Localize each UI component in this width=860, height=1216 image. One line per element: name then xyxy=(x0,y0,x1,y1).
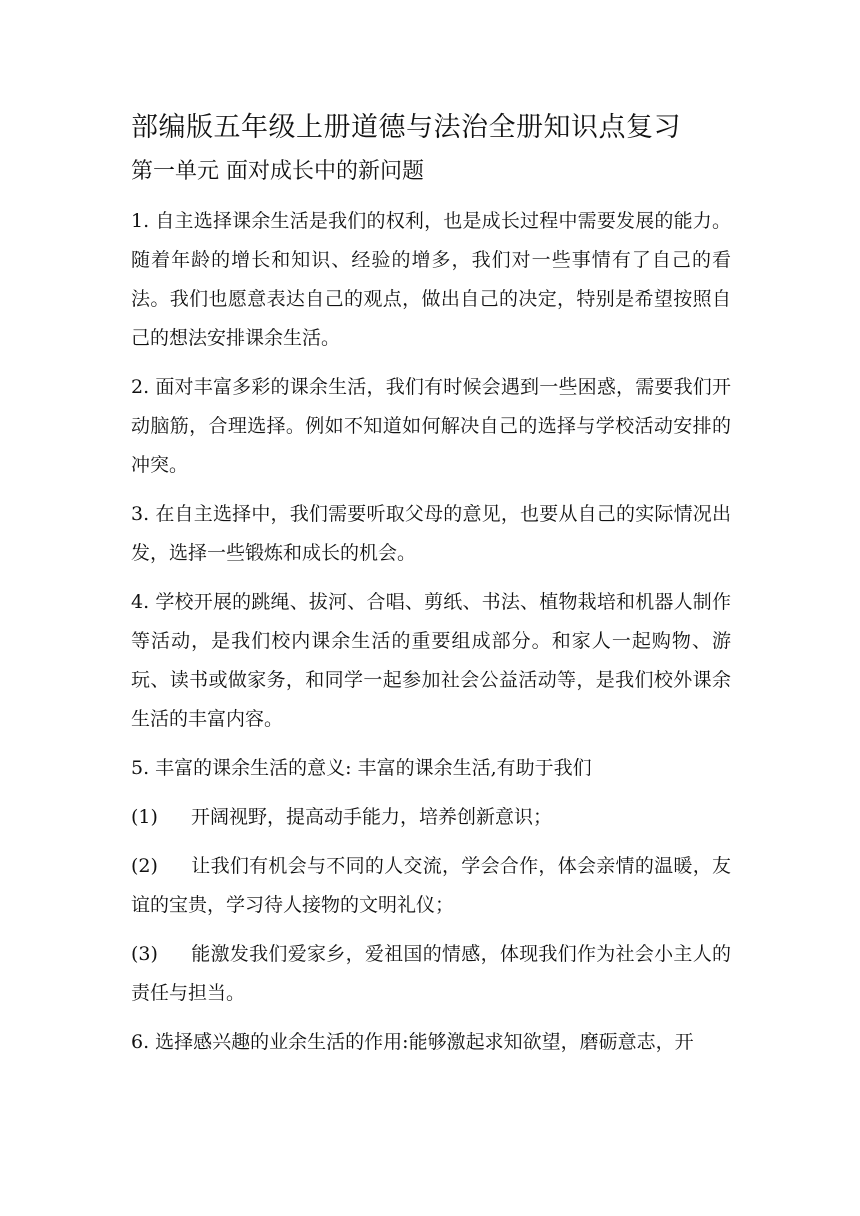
list-item-text: 让我们有机会与不同的人交流，学会合作，体会亲情的温暖，友谊的宝贵，学习待人接物的文明礼仪； xyxy=(131,855,731,916)
document-title: 部编版五年级上册道德与法治全册知识点复习 xyxy=(131,112,681,143)
unit-title: 第一单元 面对成长中的新问题 xyxy=(131,159,424,184)
list-marker: (2) xyxy=(131,855,158,877)
list-item xyxy=(131,847,731,925)
paragraph-5: 5. 丰富的课余生活的意义: 丰富的课余生活,有助于我们 xyxy=(131,757,592,779)
document-page xyxy=(131,104,731,1072)
list-marker: (3) xyxy=(131,943,158,965)
paragraph-6: 6. 选择感兴趣的业余生活的作用:能够激起求知欲望，磨砺意志，开 xyxy=(131,1031,694,1053)
paragraph-4: 4. 学校开展的跳绳、拔河、合唱、剪纸、书法、植物栽培和机器人制作等活动，是我们校内课余生活的重要组成部分。和家人一起购物、游玩、读书或做家务，和同学一起参加社会公益活动等，是我们校外课余生活的丰富内容。 xyxy=(131,591,731,730)
paragraph-3: 3. 在自主选择中，我们需要听取父母的意见，也要从自己的实际情况出发，选择一些锻炼和成长的机会。 xyxy=(131,503,731,564)
list-item-text: 能激发我们爱家乡，爱祖国的情感，体现我们作为社会小主人的责任与担当。 xyxy=(131,943,731,1004)
paragraph-2: 2. 面对丰富多彩的课余生活，我们有时候会遇到一些困惑，需要我们开动脑筋，合理选择。例如不知道如何解决自己的选择与学校活动安排的冲突。 xyxy=(131,376,731,476)
list-item xyxy=(131,935,731,1013)
list-item-text: 开阔视野，提高动手能力，培养创新意识； xyxy=(191,806,553,828)
list-marker: (1) xyxy=(131,806,158,828)
list-item xyxy=(131,798,731,837)
paragraph-1: 1. 自主选择课余生活是我们的权利，也是成长过程中需要发展的能力。随着年龄的增长和知识、经验的增多，我们对一些事情有了自己的看法。我们也愿意表达自己的观点，做出自己的决定，特别是希望按照自己的想法安排课余生活。 xyxy=(131,210,731,349)
